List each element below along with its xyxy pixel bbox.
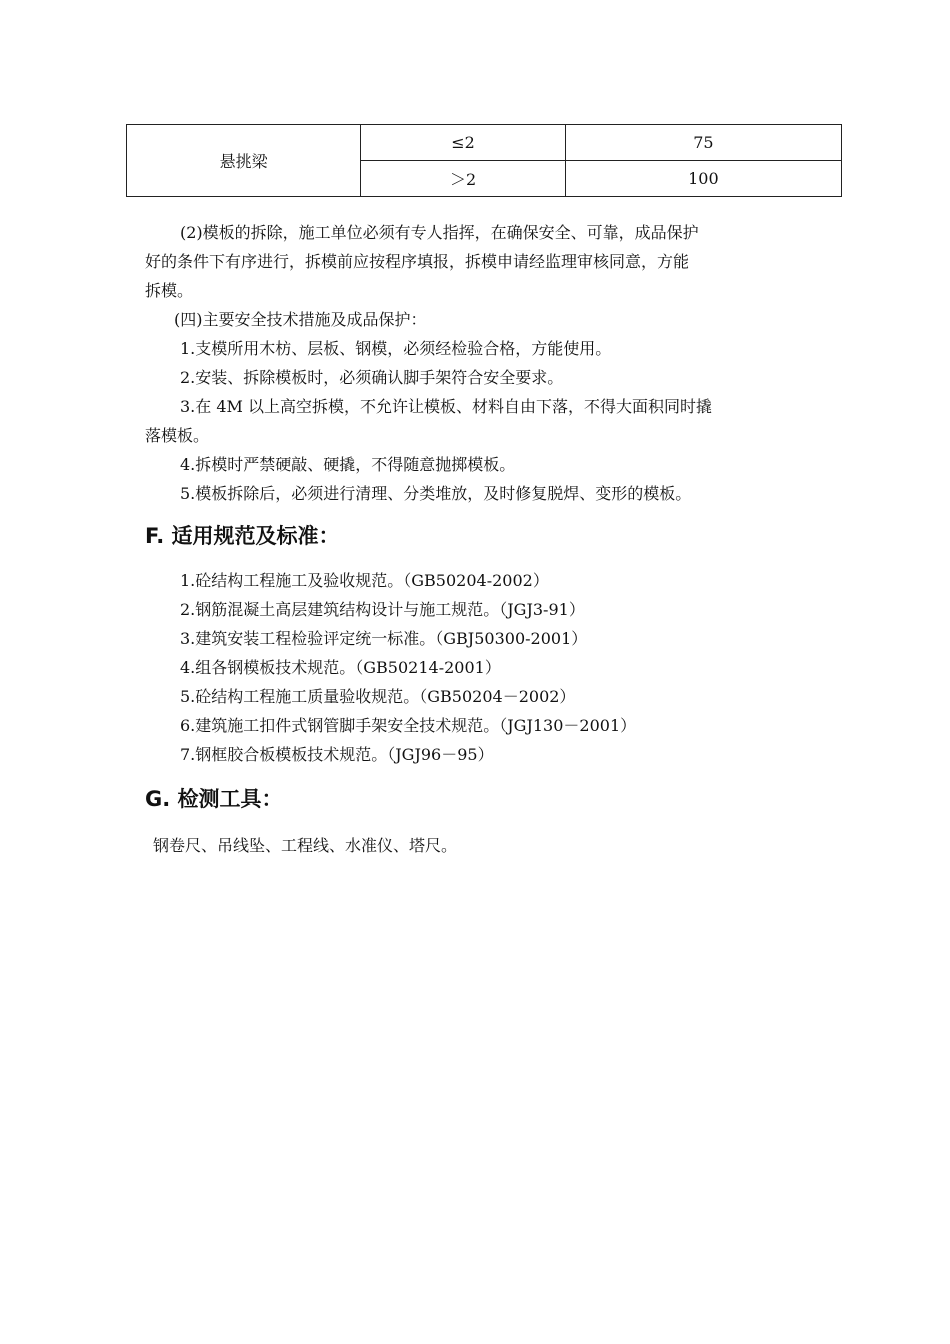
- section-f-heading: F. 适用规范及标准：: [145, 524, 340, 548]
- table-cell-range: ＞2: [361, 161, 565, 197]
- standard-item: 2.钢筋混凝土高层建筑结构设计与施工规范。（JGJ3-91）: [180, 600, 585, 619]
- standard-item: 3.建筑安装工程检验评定统一标准。（GBJ50300-2001）: [180, 629, 588, 648]
- safety-section-title: (四)主要安全技术措施及成品保护：: [174, 310, 427, 329]
- standard-item: 1.砼结构工程施工及验收规范。（GB50204-2002）: [180, 571, 549, 590]
- standard-item: 7.钢框胶合板模板技术规范。（JGJ96－95）: [180, 745, 494, 764]
- table-cell-value: 100: [565, 161, 841, 197]
- removal-paragraph-line: (2)模板的拆除，施工单位必须有专人指挥，在确保安全、可靠，成品保护: [180, 223, 699, 242]
- safety-item: 3.在 4M 以上高空拆模，不允许让模板、材料自由下落，不得大面积同时撬: [180, 397, 713, 416]
- safety-item: 4.拆模时严禁硬敲、硬撬，不得随意抛掷模板。: [180, 455, 516, 474]
- standard-item: 4.组各钢模板技术规范。（GB50214-2001）: [180, 658, 501, 677]
- safety-item: 1.支模所用木枋、层板、钢模，必须经检验合格，方能使用。: [180, 339, 612, 358]
- section-g-heading: G. 检测工具：: [145, 787, 283, 811]
- safety-item: 2.安装、拆除模板时，必须确认脚手架符合安全要求。: [180, 368, 564, 387]
- removal-paragraph-line: 拆模。: [145, 281, 194, 300]
- standard-item: 6.建筑施工扣件式钢管脚手架安全技术规范。（JGJ130－2001）: [180, 716, 637, 735]
- table-cell-category: 悬挑梁: [127, 125, 361, 197]
- removal-paragraph-line: 好的条件下有序进行，拆模前应按程序填报，拆模申请经监理审核同意，方能: [145, 252, 690, 271]
- spec-table: [126, 124, 842, 197]
- table-cell-range: ≤2: [361, 125, 565, 161]
- table-row: [127, 125, 842, 161]
- tools-list: 钢卷尺、吊线坠、工程线、水准仪、塔尺。: [153, 836, 458, 855]
- table-cell-value: 75: [565, 125, 841, 161]
- safety-item-continuation: 落模板。: [145, 426, 210, 445]
- standard-item: 5.砼结构工程施工质量验收规范。（GB50204－2002）: [180, 687, 576, 706]
- safety-item: 5.模板拆除后，必须进行清理、分类堆放，及时修复脱焊、变形的模板。: [180, 484, 692, 503]
